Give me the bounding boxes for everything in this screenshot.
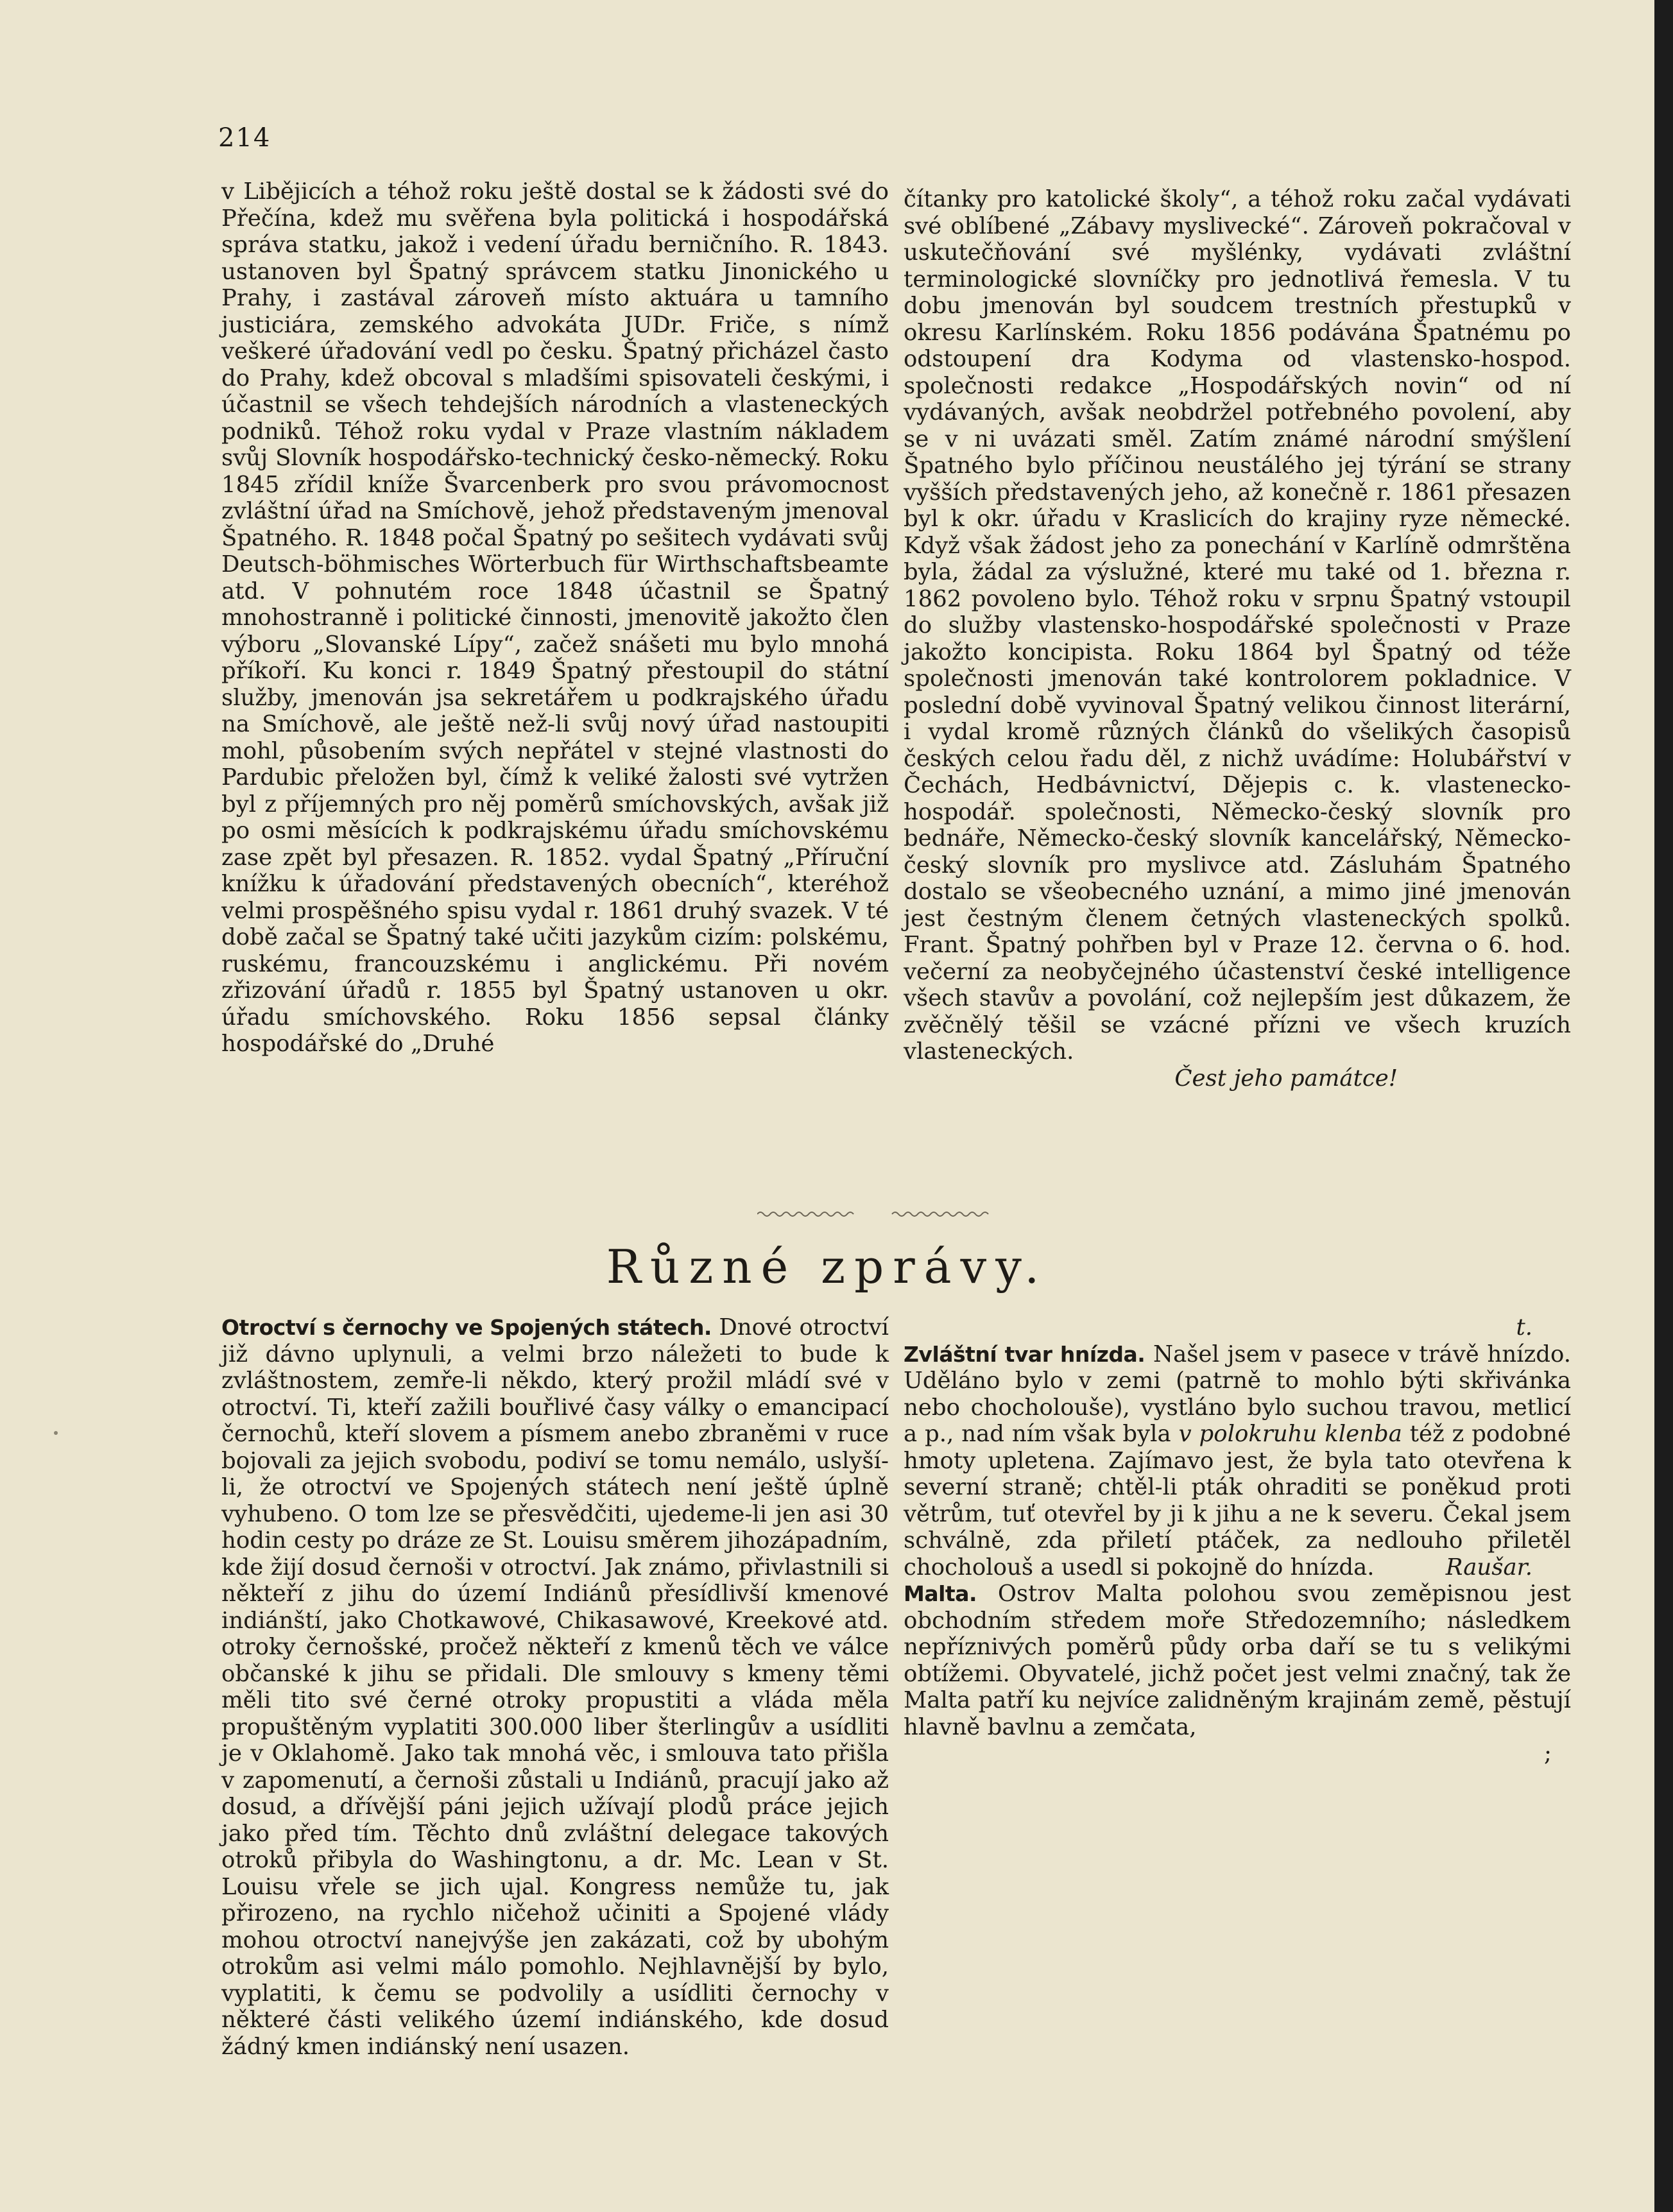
catchword: ; bbox=[1544, 1740, 1552, 1767]
news-text-malta: Ostrov Malta polohou svou zeměpisnou jest obchodním středem moře Středozemního; následkem nepříznivých poměrů půdy orba daří se tu s velikými obtížemi. Obyvatelé, jichž počet jest velmi značný, tak že Malta patří ku nejvíce zalidněným krajinám země, pěstují hlavně bavlnu a zemčata, bbox=[904, 1581, 1571, 1740]
obituary-paragraph-right: čítanky pro katolické školy“, a téhož roku začal vydávati své oblíbené „Zábavy myslivecké“. Zároveň pokračoval v uskutečňování své myšlénky, vydávati zvláštní terminologické slovníčky pro jednotlivá řemesla. V tu dobu jmenován byl soudcem trestních přestupků v okresu Karlínském. Roku 1856 podávána Špatnému po odstoupení dra Kodyma od vlastensko-hospod. společnosti redakce „Hospodářských novin“ od ní vydávaných, avšak neobdržel potřebného povolení, aby se v ni uvázati směl. Zatím známé národní smýšlení Špatného bylo příčinou neustálého jej týrání se strany vyšších představených jeho, až konečně r. 1861 přesazen byl k okr. úřadu v Kraslicích do krajiny ryze německé. Když však žádost jeho za ponechání v Karlíně odmrštěna byla, žádal za výslužné, které mu také od 1. března r. 1862 povoleno bylo. Téhož roku v srpnu Špatný vstoupil do služby vlastensko-hospodářské společnosti v Praze jakožto koncipista. Roku 1864 byl Špatný od téže společnosti jmenován také kontrolorem pokladnice. V poslední době vyvinoval Špatný velikou činnost literární, i vydal kromě různých článků do všelikých časopisů českých celou řadu děl, z nichž uvádíme: Holubářství v Čechách, Hedbávnictví, Dějepis c. k. vlastenecko-hospodář. společnosti, Německo-český slovník pro bednáře, Německo-český slovník kancelářský, Německo-český slovník pro myslivce atd. Zásluhám Špatného dostalo se všeobecného uznání, a mimo jiné jmenován jest čestným členem četných vlasteneckých spolků. Frant. Špatný pohřben byl v Praze 12. června o 6. hod. večerní za neobyčejného účastenství české intelligence všech stavův a povolání, což nejlepším jest důkazem, že zvěčnělý těšil se vzácné přízni ve všech kruzích vlasteneckých. bbox=[904, 186, 1571, 1065]
news-rubric-malta: Malta. bbox=[904, 1581, 977, 1606]
news-text-nest-a: Našel jsem v pasece v trávě hnízdo. Uděláno bylo v zemi (patrně to mohlo býti skřivánka nebo chocholouše), vystláno bylo suchou travou, metlicí a p., nad ním však byla bbox=[904, 1341, 1572, 1447]
news-emphasis-nest: v polokruhu klenba bbox=[1178, 1421, 1402, 1447]
obituary-motto: Čest jeho památce! bbox=[1174, 1065, 1398, 1092]
news-item-nest bbox=[904, 1341, 1571, 1581]
news-text-nest-b: též z podobné hmoty upletena. Zajímavo jest, že byla tato otevřena k severní straně; chtěl-li pták ohraditi se poněkud proti větrům, tuť otevřel by ji k jihu a ne k severu. Čekal jsem schválně, zda přiletí ptáček, za nedlouho přiletěl chocholouš a usedl si pokojně do hnízda. bbox=[904, 1421, 1571, 1581]
obituary-left-column bbox=[221, 178, 889, 1058]
section-title: Různé zprávy. bbox=[606, 1240, 1049, 1294]
news-rubric-nest: Zvláštní tvar hnízda. bbox=[904, 1341, 1145, 1367]
page-number: 214 bbox=[218, 123, 271, 153]
news-right-column bbox=[904, 1314, 1571, 1767]
news-item-slavery bbox=[221, 1314, 889, 2060]
news-item-malta bbox=[904, 1581, 1571, 1767]
wavy-ornament bbox=[757, 1208, 1014, 1221]
obituary-paragraph-left: v Libějicích a téhož roku ještě dostal se k žádosti své do Přečína, kdež mu svěřena byla politická i hospodářská správa statku, jakož i vedení úřadu berničního. R. 1843. ustanoven byl Špatný správcem statku Jinonického u Prahy, i zastával zároveň místo aktuára u tamního justiciára, zemského advokáta JUDr. Friče, s nímž veškeré úřadování vedl po česku. Špatný přicházel často do Prahy, kdež obcoval s mladšími spisovateli českými, i účastnil se všech tehdejších národních a vlasteneckých podniků. Téhož roku vydal v Praze vlastním nákladem svůj Slovník hospodářsko-technický česko-německý. Roku 1845 zřídil kníže Švarcenberk pro svou právomocnost zvláštní úřad na Smíchově, jehož představeným jmenoval Špatného. R. 1848 počal Špatný po sešitech vydávati svůj Deutsch-böhmisches Wörterbuch für Wirthschaftsbeamte atd. V pohnutém roce 1848 účastnil se Špatný mnohostranně i politické činnosti, jmenovitě jakožto člen výboru „Slovanské Lípy“, začež snášeti mu bylo mnohá příkoří. Ku konci r. 1849 Špatný přestoupil do státní služby, jmenován jsa sekretářem u podkrajského úřadu na Smíchově, ale ještě než-li svůj nový úřad nastoupiti mohl, působením svých nepřátel v stejné vlastnosti do Pardubic přeložen byl, čímž k veliké žalosti své vytržen byl z příjemných pro něj poměrů smíchovských, avšak již po osmi měsících k podkrajskému úřadu smíchovskému zase zpět byl přesazen. R. 1852. vydal Špatný „Příruční knížku k úřadování představených obecních“, kteréhož velmi prospěšného spisu vydal r. 1861 druhý svazek. V té době začal se Špatný také učiti jazykům cizím: polskému, ruskému, francouzskému i anglickému. Při novém zřizování úřadů r. 1855 byl Špatný ustanoven u okr. úřadu smíchovského. Roku 1856 sepsal články hospodářské do „Druhé bbox=[221, 178, 889, 1057]
news-signature-nest: Raušar. bbox=[1445, 1554, 1532, 1581]
news-signature-slavery: t. bbox=[1516, 1314, 1532, 1341]
news-left-column bbox=[221, 1314, 889, 2060]
news-text-slavery: Dnové otroctví již dávno uplynuli, a velmi brzo náležeti to bude k zvláštnostem, zemře-li někdo, který prožil mládí své v otroctví. Ti, kteří zažili bouřlivé časy války o emancipací černochů, kteří slovem a písmem anebo zbraněmi v ruce bojovali za jejich svobodu, podiví se tomu nemálo, uslyší-li, že otroctví ve Spojených státech není ještě úplně vyhubeno. O tom lze se přesvědčiti, ujedeme-li jen asi 30 hodin cesty po dráze ze St. Louisu směrem jihozápadním, kde žijí dosud černoši v otroctví. Jak známo, přivlastnili si někteří z jihu do území Indiánů přesídlivší kmenové indiánští, jako Chotkawové, Chikasawové, Kreekové atd. otroky černošské, pročež někteří z kmenů těch ve válce občanské k jihu se přidali. Dle smlouvy s kmeny těmi měli tito své černé otroky propustiti a vláda měla propuštěným vyplatiti 300.000 liber šterlingův a usídliti je v Oklahomě. Jako tak mnohá věc, i smlouva tato přišla v zapomenutí, a černoši zůstali u Indiánů, pracují jako až dosud, a dřívější páni jejich užívají plodů práce jejich jako před tím. Těchto dnů zvláštní delegace takových otroků přibyla do Washingtonu, a dr. Mc. Lean v St. Louisu vřele se jich ujal. Kongress nemůže tu, jak přirozeno, na rychlo ničehož učiniti a Spojené vlády mohou otroctví nanejvýše jen zakázati, což by ubohým otrokům asi velmi málo pomohlo. Nejhlavnější by bylo, vyplatiti, k čemu se podvolily a usídliti černochy v některé části velikého území indiánského, kde dosud žádný kmen indiánský není usazen. bbox=[221, 1314, 889, 2060]
obituary-right-column bbox=[904, 186, 1571, 1092]
news-rubric-slavery: Otroctví s černochy ve Spojených státech. bbox=[221, 1315, 712, 1340]
margin-mark bbox=[54, 1431, 58, 1435]
